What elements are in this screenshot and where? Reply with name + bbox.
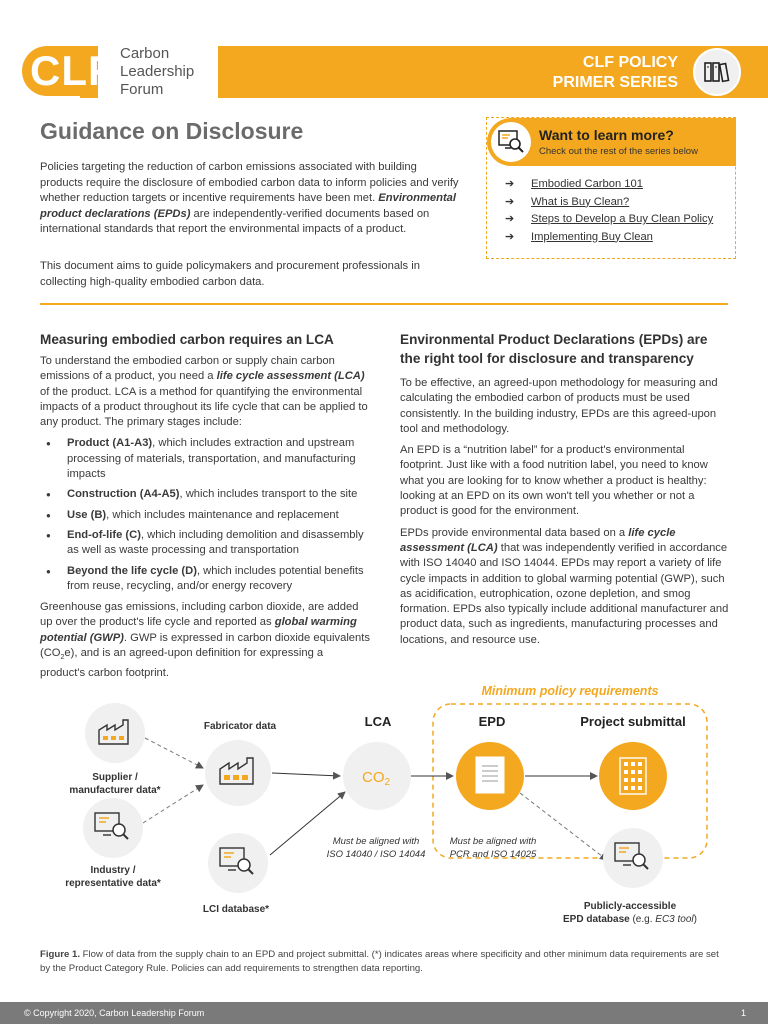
list-item [40, 564, 370, 595]
text: To understand the embodied carbon or supply chain carbon emissions of a product, you need a [40, 355, 335, 383]
fabricator-circle [205, 740, 271, 806]
series-links [505, 176, 713, 246]
text: that was independently verified in accordance with ISO 14040 and ISO 14044. EPDs may report a variety of life cycle impacts in addition to global warming potential (GWP), such as acidification, eutrophication, ozone depletion, and smog formation. EPDs also typically include additional manufacturer and product data, such as ingredients, manufacturing processes and locations, and resource use. [400, 541, 729, 646]
left-column [40, 330, 370, 687]
stage-name: Use (B) [67, 508, 107, 521]
list-item [505, 229, 713, 247]
text: Greenhouse gas emissions, including carbon dioxide, are added up over the product's life cycle and reported as [40, 601, 359, 629]
stage-name: End-of-life (C) [67, 528, 141, 541]
lca-stages-list [40, 436, 370, 594]
link-steps-buy-clean-policy[interactable]: Steps to Develop a Buy Clean Policy [531, 213, 714, 225]
lci-label: LCI database* [202, 904, 270, 915]
learn-more-subtitle: Check out the rest of the series below [539, 146, 698, 157]
lca-note: ISO 14040 / ISO 14044 [326, 849, 426, 860]
co2-subscript: 2 [384, 777, 391, 788]
list-item [505, 176, 713, 194]
supplier-label: Supplier / [92, 772, 138, 783]
arrow [272, 773, 340, 776]
logo-name-line: Forum [120, 81, 164, 98]
series-title [553, 53, 678, 93]
list-item [40, 436, 370, 482]
fabricator-label: Fabricator data [203, 721, 277, 732]
emphasis: life cycle assessment (LCA) [216, 370, 365, 383]
logo-name [120, 45, 194, 99]
left-paragraph-2 [40, 600, 370, 681]
text: . GWP is expressed in carbon dioxide equivalents (CO [40, 631, 370, 660]
public-db-eg: (e.g. [629, 914, 656, 925]
stage-name: Product (A1-A3) [67, 437, 153, 450]
project-label: Project submittal [580, 714, 686, 729]
list-item [40, 487, 370, 502]
subscript: 2 [60, 654, 65, 662]
logo-name-line: Leadership [120, 63, 195, 80]
epd-label: EPD [478, 714, 506, 729]
lca-label: LCA [364, 714, 392, 729]
epd-note: PCR and ISO 14025 [449, 849, 537, 860]
series-line-1: CLF POLICY [582, 54, 678, 71]
stage-name: Beyond the life cycle (D) [67, 564, 197, 577]
right-column [400, 330, 730, 654]
logo-abbr: CLF [30, 47, 115, 94]
arrow-icon: ➔ [505, 178, 515, 190]
co2-text: CO [362, 769, 385, 786]
link-what-is-buy-clean[interactable]: What is Buy Clean? [531, 195, 630, 208]
intro-text: are independently-verified documents based on international standards that report the environmental impacts of a product. [40, 207, 430, 235]
stage-desc: , which includes extraction and upstream processing of materials, transportation, and manufacturing impacts [67, 437, 356, 481]
arrow-icon: ➔ [505, 230, 515, 243]
supplier-circle [85, 703, 145, 763]
list-item [505, 211, 713, 229]
public-db-close: ) [693, 914, 697, 925]
right-paragraph-3 [400, 526, 730, 648]
right-paragraph-2: An EPD is a “nutrition label” for a product's environmental footprint. Just like with a food nutrition label, you need to know what you are looking for to know whether a product is healthy: looking at an EPD on its own won't tell you whether or not a product is good for the environment. [400, 444, 708, 518]
lca-note: Must be aligned with [332, 836, 420, 847]
min-policy-label: Minimum policy requirements [481, 684, 659, 698]
list-item [505, 194, 713, 212]
intro-paragraph-2: This document aims to guide policymakers and procurement professionals in collecting high-quality embodied carbon data. [40, 260, 420, 288]
copyright: © Copyright 2020, Carbon Leadership Forum [24, 1008, 205, 1018]
link-embodied-carbon-101[interactable]: Embodied Carbon 101 [531, 178, 643, 190]
industry-label: Industry / [90, 865, 136, 876]
series-line-2: PRIMER SERIES [552, 74, 678, 91]
intro-text: Policies targeting the reduction of carbon emissions associated with building products require the disclosure of embodied carbon data to inform policies and verify whether reduction targets or incentive requirements have been met. [40, 161, 459, 204]
right-paragraph-1: To be effective, an agreed-upon methodology for measuring and calculating the embodied carbon of products must be used consistently. In the building industry, EPDs are this agreed-upon tool and methodology. [400, 377, 718, 435]
link-implementing-buy-clean[interactable]: Implementing Buy Clean [531, 230, 653, 243]
arrow [145, 738, 203, 768]
page-number: 1 [740, 1008, 746, 1018]
stage-desc: , which including demolition and disassembly as well as waste processing and transportation [67, 528, 364, 557]
emphasis: global warming potential (GWP) [40, 616, 357, 644]
intro-paragraph [40, 160, 460, 238]
text: e), and is an agreed-upon definition for expressing a product's carbon footprint. [40, 647, 324, 679]
left-paragraph-1 [40, 354, 370, 430]
text: of the product. LCA is a method for quantifying the environmental impacts of a product throughout its life cycle that can be applied to any product. The primary stages include: [40, 385, 368, 429]
list-item [40, 528, 370, 559]
right-heading: Environmental Product Declarations (EPDs) are the right tool for disclosure and transparency [400, 332, 708, 366]
logo-name-line: Carbon [120, 45, 170, 62]
left-heading: Measuring embodied carbon requires an LCA [40, 332, 334, 347]
footer [0, 1002, 768, 1024]
page-title: Guidance on Disclosure [40, 118, 304, 144]
list-item [40, 508, 370, 523]
computer-search-icon [491, 122, 531, 162]
emphasis: life cycle assessment (LCA) [400, 526, 676, 554]
caption-label: Figure 1. [40, 949, 80, 960]
books-icon [693, 48, 741, 96]
figure-caption [40, 948, 730, 976]
arrow-icon: ➔ [505, 195, 515, 208]
public-db-label: Publicly-accessible [583, 901, 677, 912]
project-circle [599, 742, 667, 810]
section-divider [40, 303, 728, 305]
stage-desc: , which includes potential benefits from reuse, recycling, and/or energy recovery [67, 564, 364, 592]
learn-more-title: Want to learn more? [539, 127, 674, 143]
data-flow-diagram [0, 680, 768, 940]
industry-label: representative data* [65, 878, 161, 889]
stage-desc: , which includes maintenance and replacement [106, 508, 339, 521]
intro-emphasis: Environmental product declarations (EPDs) [40, 192, 457, 220]
learn-more-box [486, 117, 736, 259]
text: EPDs provide environmental data based on a [400, 526, 629, 539]
arrow-icon: ➔ [505, 213, 515, 225]
caption-text: Flow of data from the supply chain to an EPD and project submittal. (*) indicates areas where specificity and other minimum data requirements are set by the Product Category Rule. Policies can add requirements to strengthen data reporting. [40, 949, 719, 974]
supplier-label: manufacturer data* [69, 785, 161, 796]
public-db-name: EPD database [563, 914, 630, 925]
document-icon [476, 757, 504, 793]
public-db-label-2 [563, 914, 697, 925]
epd-note: Must be aligned with [449, 836, 537, 847]
public-db-tool: EC3 tool [655, 914, 694, 925]
stage-desc: , which includes transport to the site [179, 488, 358, 501]
stage-name: Construction (A4-A5) [67, 488, 180, 501]
